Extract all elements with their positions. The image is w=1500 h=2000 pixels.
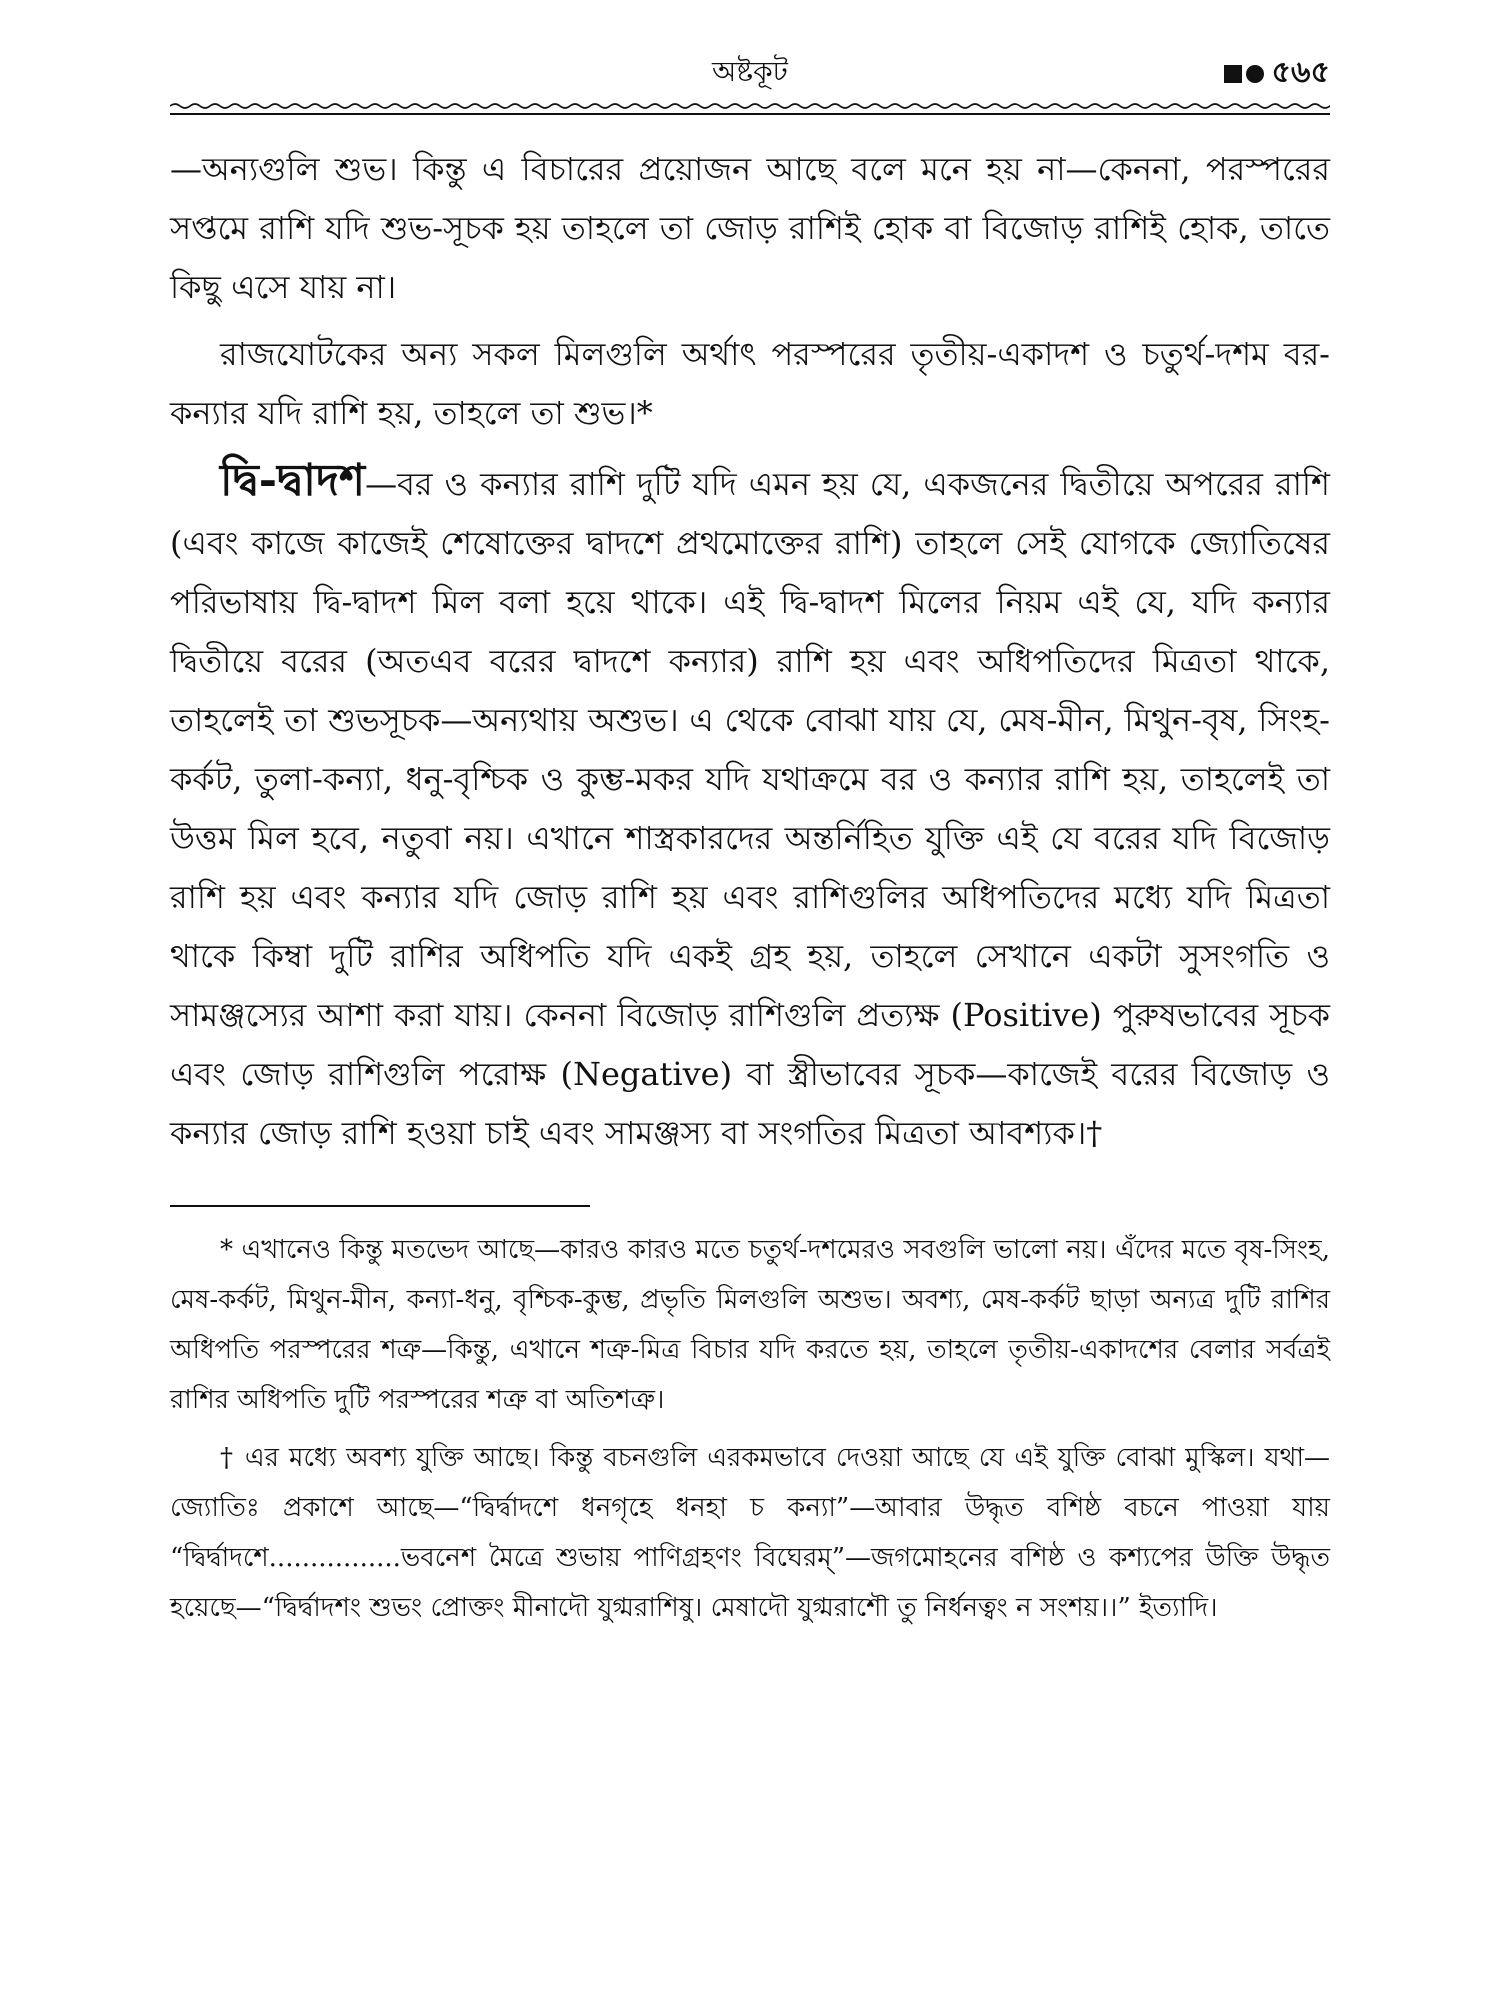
- page-number: ৫৬৫: [1271, 55, 1330, 90]
- footnotes: [170, 1225, 1330, 1633]
- square-icon: [1224, 65, 1242, 83]
- main-text: [170, 140, 1330, 1163]
- page-number-block: [1224, 48, 1330, 99]
- wavy-rule-svg: [170, 102, 1330, 118]
- paragraph-3: [170, 451, 1330, 1163]
- paragraph-1: —অন্যগুলি শুভ। কিন্তু এ বিচারের প্রয়োজন আছে বলে মনে হয় না—কেননা, পরস্পরের সপ্তমে রাশি যদি শুভ-সূচক হয় তাহলে তা জোড় রাশিই হোক বা বিজোড় রাশিই হোক, তাতে কিছু এসে যায় না।: [170, 150, 1330, 306]
- page-header: [170, 40, 1330, 100]
- footnote-separator: [170, 1205, 590, 1207]
- footnote-asterisk: * এখানেও কিন্তু মতভেদ আছে—কারও কারও মতে চতুর্থ-দশমেরও সবগুলি ভালো নয়। এঁদের মতে বৃষ-সিংহ, মেষ-কর্কট, মিথুন-মীন, কন্যা-ধনু, বৃশ্চিক-কুম্ভ, প্রভৃতি মিলগুলি অশুভ। অবশ্য, মেষ-কর্কট ছাড়া অন্যত্র দুটি রাশির অধিপতি পরস্পরের শত্রু—কিন্তু, এখানে শত্রু-মিত্র বিচার যদি করতে হয়, তাহলে তৃতীয়-একাদশের বেলার সর্বত্রই রাশির অধিপতি দুটি পরস্পরের শত্রু বা অতিশত্রু।: [170, 1235, 1330, 1415]
- book-page: [170, 40, 1330, 1960]
- dot-icon: [1246, 65, 1264, 83]
- paragraph-2: রাজযোটকের অন্য সকল মিলগুলি অর্থাৎ পরস্পরের তৃতীয়-একাদশ ও চতুর্থ-দশম বর-কন্যার যদি রাশি হয়, তাহলে তা শুভ।*: [170, 335, 1330, 432]
- section-heading-term: দ্বি-দ্বাদশ: [220, 455, 366, 506]
- wavy-rule-divider: [170, 102, 1330, 118]
- paragraph-3-text: —বর ও কন্যার রাশি দুটি যদি এমন হয় যে, একজনের দ্বিতীয়ে অপরের রাশি (এবং কাজে কাজেই শেষোক্তের দ্বাদশে প্রথমোক্তের রাশি) তাহলে সেই যোগকে জ্যোতিষের পরিভাষায় দ্বি-দ্বাদশ মিল বলা হয়ে থাকে। এই দ্বি-দ্বাদশ মিলের নিয়ম এই যে, যদি কন্যার দ্বিতীয়ে বরের (অতএব বরের দ্বাদশে কন্যার) রাশি হয় এবং অধিপতিদের মিত্রতা থাকে, তাহলেই তা শুভসূচক—অন্যথায় অশুভ। এ থেকে বোঝা যায় যে, মেষ-মীন, মিথুন-বৃষ, সিংহ-কর্কট, তুলা-কন্যা, ধনু-বৃশ্চিক ও কুম্ভ-মকর যদি যথাক্রমে বর ও কন্যার রাশি হয়, তাহলেই তা উত্তম মিল হবে, নতুবা নয়। এখানে শাস্ত্রকারদের অন্তর্নিহিত যুক্তি এই যে বরের যদি বিজোড় রাশি হয় এবং কন্যার যদি জোড় রাশি হয় এবং রাশিগুলির অধিপতিদের মধ্যে যদি মিত্রতা থাকে কিম্বা দুটি রাশির অধিপতি যদি একই গ্রহ হয়, তাহলে সেখানে একটা সুসংগতি ও সামঞ্জস্যের আশা করা যায়। কেননা বিজোড় রাশিগুলি প্রত্যক্ষ (Positive) পুরুষভাবের সূচক এবং জোড় রাশিগুলি পরোক্ষ (Negative) বা স্ত্রীভাবের সূচক—কাজেই বরের বিজোড় ও কন্যার জোড় রাশি হওয়া চাই এবং সামঞ্জস্য বা সংগতির মিত্রতা আবশ্যক।†: [170, 465, 1330, 1152]
- running-title: অষ্টকূট: [712, 55, 788, 88]
- footnote-dagger: † এর মধ্যে অবশ্য যুক্তি আছে। কিন্তু বচনগুলি এরকমভাবে দেওয়া আছে যে এই যুক্তি বোঝা মুস্কিল। যথা—জ্যোতিঃ প্রকাশে আছে—“দ্বির্দ্বাদশে ধনগৃহে ধনহা চ কন্যা”—আবার উদ্ধৃত বশিষ্ঠ বচনে পাওয়া যায় “দ্বির্দ্বাদশে................ভবনেশ মৈত্রে শুভায় পাণিগ্রহণং বিঘেরম্”—জগমোহনের বশিষ্ঠ ও কশ্যপের উক্তি উদ্ধৃত হয়েছে—“দ্বির্দ্বাদশং শুভং প্রোক্তং মীনাদৌ যুগ্মরাশিষু। মেষাদৌ যুগ্মরাশৌ তু নির্ধনত্বং ন সংশয়।।” ইত্যাদি।: [170, 1443, 1330, 1623]
